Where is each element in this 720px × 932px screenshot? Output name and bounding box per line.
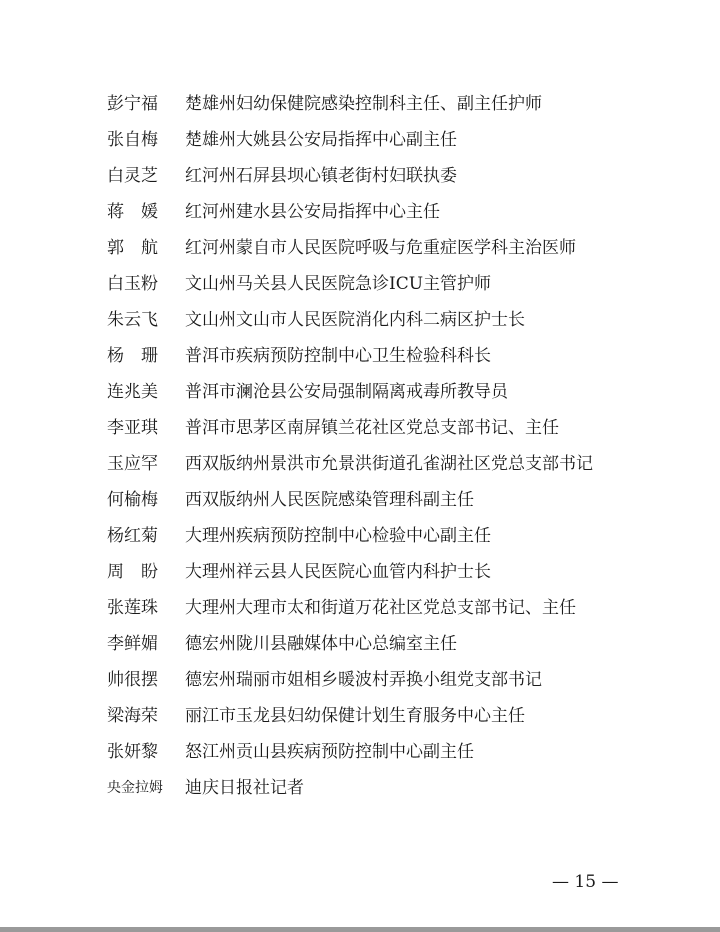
- person-name: 李亚琪: [107, 418, 158, 438]
- list-item: [107, 374, 667, 410]
- person-name: 张莲珠: [107, 598, 158, 618]
- person-title: 红河州建水县公安局指挥中心主任: [185, 202, 440, 222]
- person-title: 红河州蒙自市人民医院呼吸与危重症医学科主治医师: [185, 238, 576, 258]
- person-title: 红河州石屏县坝心镇老街村妇联执委: [185, 166, 457, 186]
- list-item: [107, 266, 667, 302]
- list-item: [107, 410, 667, 446]
- person-name: 张自梅: [107, 130, 158, 150]
- list-item: [107, 734, 667, 770]
- list-item: [107, 194, 667, 230]
- list-item: [107, 770, 667, 806]
- person-name: 玉应罕: [107, 454, 158, 474]
- list-item: [107, 518, 667, 554]
- person-title: 文山州马关县人民医院急诊ICU主管护师: [185, 274, 492, 294]
- person-name: 白玉粉: [107, 274, 158, 294]
- honoree-list: [107, 86, 667, 806]
- person-name: 张妍黎: [107, 742, 158, 762]
- person-name: 连兆美: [107, 382, 158, 402]
- person-name: 央金拉姆: [107, 780, 163, 796]
- person-title: 普洱市澜沧县公安局强制隔离戒毒所教导员: [185, 382, 508, 402]
- bottom-divider: [0, 927, 720, 932]
- list-item: [107, 338, 667, 374]
- person-name: 彭宁福: [107, 94, 158, 114]
- person-title: 大理州疾病预防控制中心检验中心副主任: [185, 526, 491, 546]
- person-title: 大理州祥云县人民医院心血管内科护士长: [185, 562, 491, 582]
- list-item: [107, 86, 667, 122]
- person-title: 德宏州瑞丽市姐相乡暖波村弄换小组党支部书记: [185, 670, 542, 690]
- list-item: [107, 230, 667, 266]
- person-name: 郭 航: [107, 238, 158, 258]
- list-item: [107, 158, 667, 194]
- person-name: 杨红菊: [107, 526, 158, 546]
- person-title: 楚雄州大姚县公安局指挥中心副主任: [185, 130, 457, 150]
- person-name: 周 盼: [107, 562, 158, 582]
- person-title: 文山州文山市人民医院消化内科二病区护士长: [185, 310, 525, 330]
- list-item: [107, 482, 667, 518]
- list-item: [107, 554, 667, 590]
- person-name: 李鲜媚: [107, 634, 158, 654]
- person-name: 朱云飞: [107, 310, 158, 330]
- list-item: [107, 698, 667, 734]
- list-item: [107, 626, 667, 662]
- person-title: 普洱市思茅区南屏镇兰花社区党总支部书记、主任: [185, 418, 559, 438]
- person-name: 何榆梅: [107, 490, 158, 510]
- person-title: 丽江市玉龙县妇幼保健计划生育服务中心主任: [185, 706, 525, 726]
- person-title: 怒江州贡山县疾病预防控制中心副主任: [185, 742, 474, 762]
- list-item: [107, 662, 667, 698]
- list-item: [107, 590, 667, 626]
- person-title: 西双版纳州人民医院感染管理科副主任: [185, 490, 474, 510]
- list-item: [107, 446, 667, 482]
- person-title: 德宏州陇川县融媒体中心总编室主任: [185, 634, 457, 654]
- person-title: 普洱市疾病预防控制中心卫生检验科科长: [185, 346, 491, 366]
- person-title: 大理州大理市太和街道万花社区党总支部书记、主任: [185, 598, 576, 618]
- person-name: 杨 珊: [107, 346, 158, 366]
- person-name: 白灵芝: [107, 166, 158, 186]
- list-item: [107, 122, 667, 158]
- person-name: 蒋 媛: [107, 202, 158, 222]
- person-name: 梁海荣: [107, 706, 158, 726]
- person-title: 楚雄州妇幼保健院感染控制科主任、副主任护师: [185, 94, 542, 114]
- page-number: — 15 —: [552, 872, 619, 892]
- list-item: [107, 302, 667, 338]
- person-title: 迪庆日报社记者: [185, 778, 304, 798]
- person-title: 西双版纳州景洪市允景洪街道孔雀湖社区党总支部书记: [185, 454, 593, 474]
- person-name: 帅很摆: [107, 670, 158, 690]
